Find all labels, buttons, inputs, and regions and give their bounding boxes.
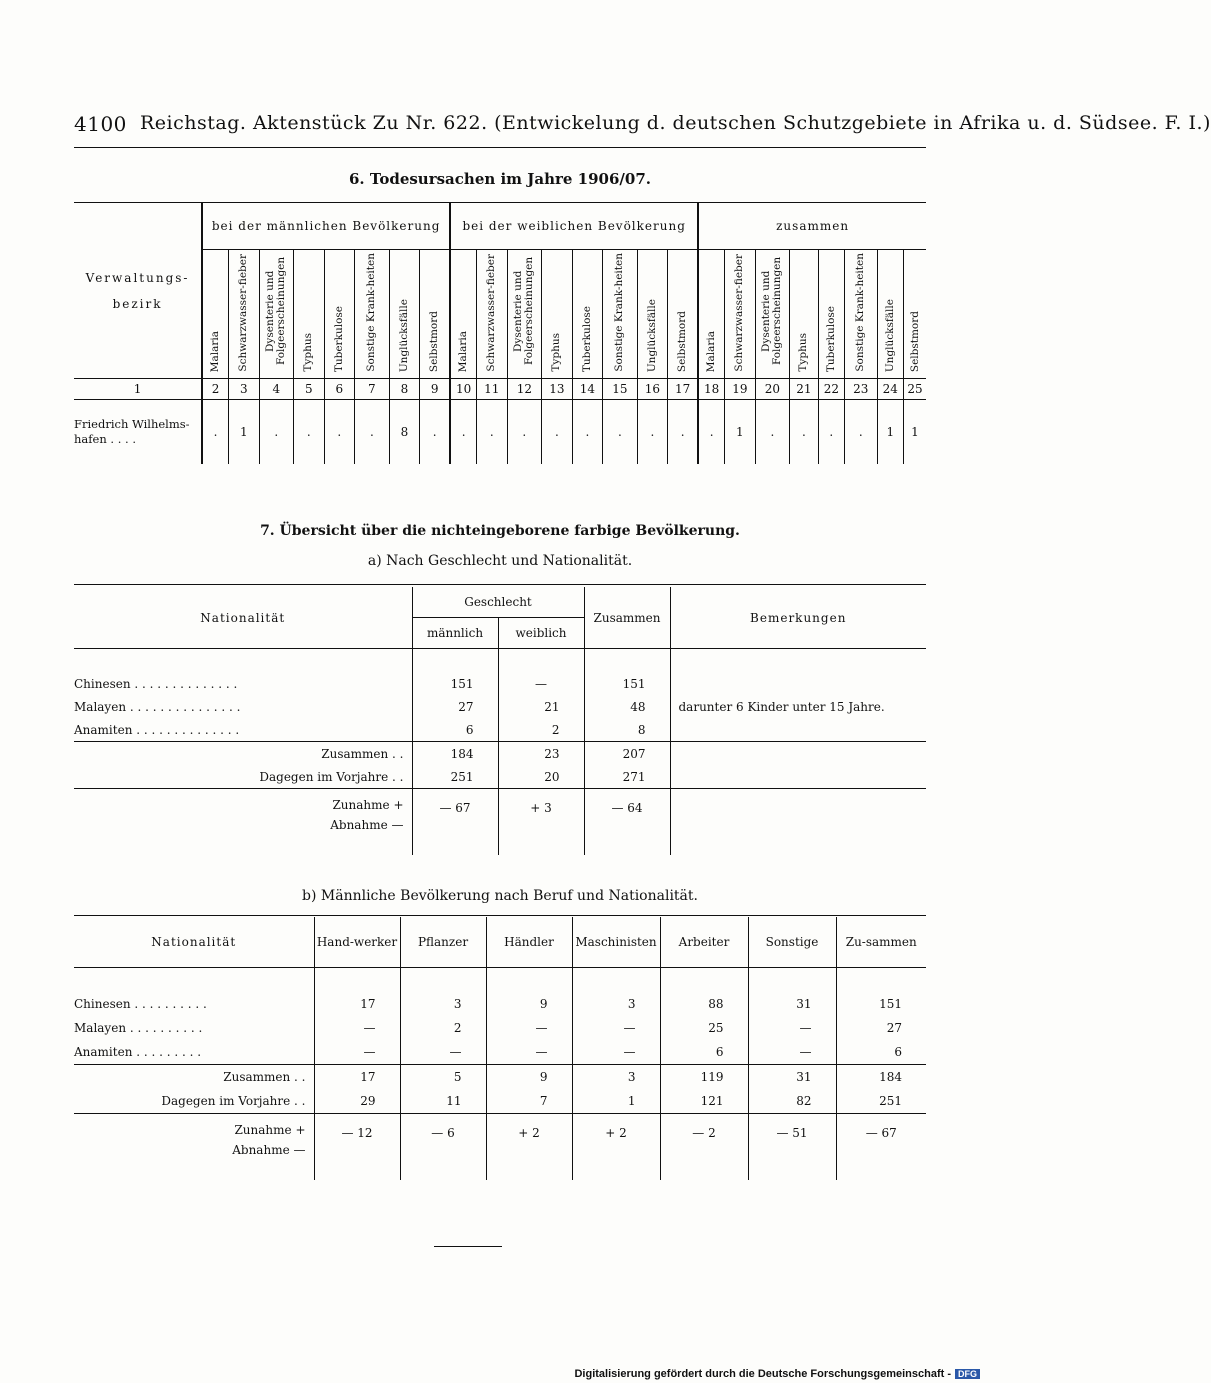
col-header: Unglücksfälle (877, 250, 903, 379)
column-number: 18 (698, 379, 724, 400)
col-header: Schwarzwasser-fieber (725, 250, 756, 379)
table-cell: 9 (486, 1065, 572, 1090)
table-cell: — 2 (660, 1114, 748, 1181)
table-cell: 11 (400, 1089, 486, 1114)
table-cell: 184 (836, 1065, 926, 1090)
table-cell: 6 (660, 1040, 748, 1065)
column-number: 19 (725, 379, 756, 400)
table-cell: 9 (486, 992, 572, 1016)
table-cell: 29 (314, 1089, 400, 1114)
table-cell: . (324, 400, 355, 465)
remark-cell: darunter 6 Kinder unter 15 Jahre. (670, 695, 926, 718)
table-cell: . (698, 400, 724, 465)
female-header: weiblich (498, 618, 584, 649)
table-cell: 7 (486, 1089, 572, 1114)
column-number: 12 (507, 379, 542, 400)
table-cell: 3 (400, 992, 486, 1016)
col-header: Tuberkulose (818, 250, 844, 379)
table-cell: — 67 (836, 1114, 926, 1181)
table-cell: — (314, 1016, 400, 1040)
table-rule (74, 584, 926, 585)
table-cell: — 51 (748, 1114, 836, 1181)
col-header: Arbeiter (660, 917, 748, 968)
digitization-footer: Digitalisierung gefördert durch die Deutsche Forschungsgemeinschaft - DFG (574, 1368, 980, 1380)
table-cell: . (450, 400, 476, 465)
table-cell: . (572, 400, 603, 465)
col-header: Maschinisten (572, 917, 660, 968)
table-cell: 121 (660, 1089, 748, 1114)
table-cell: — (400, 1040, 486, 1065)
section7a-subtitle: a) Nach Geschlecht und Nationalität. (367, 553, 633, 569)
group-female: bei der weiblichen Bevölkerung (450, 203, 698, 250)
col-header: Pflanzer (400, 917, 486, 968)
table-cell: . (818, 400, 844, 465)
table-cell: 1 (877, 400, 903, 465)
table-cell: — 6 (400, 1114, 486, 1181)
table-cell: 2 (400, 1016, 486, 1040)
col-header: Händler (486, 917, 572, 968)
col-header: Unglücksfälle (637, 250, 668, 379)
col-header: Selbstmord (904, 250, 927, 379)
table-cell: — (748, 1040, 836, 1065)
district-header: Verwaltungs-bezirk (74, 203, 202, 379)
column-number: 9 (420, 379, 451, 400)
page-number: 4100 (74, 112, 127, 136)
table-cell: . (259, 400, 294, 465)
column-number: 6 (324, 379, 355, 400)
group-male: bei der männlichen Bevölkerung (202, 203, 450, 250)
table-cell: 1 (725, 400, 756, 465)
col-header: Malaria (698, 250, 724, 379)
column-number: 3 (229, 379, 260, 400)
column-number: 11 (477, 379, 508, 400)
table-cell: . (755, 400, 790, 465)
change-row: Zunahme + Abnahme — — 12 — 6 + 2 + 2 — 2 — 51 — 67 (74, 1114, 926, 1181)
column-number: 17 (668, 379, 699, 400)
sex-header: Geschlecht (412, 587, 584, 618)
section7-title: 7. Übersicht über die nichteingeborene farbige Bevölkerung. (260, 523, 740, 539)
col-header: Tuberkulose (572, 250, 603, 379)
table-cell: 1 (572, 1089, 660, 1114)
summary-row: Dagegen im Vorjahre . . 29 11 7 1 121 82 251 (74, 1089, 926, 1114)
table-cell: — (486, 1040, 572, 1065)
table-cell: — 12 (314, 1114, 400, 1181)
table-cell: . (355, 400, 390, 465)
col-header: Sonstige Krank-heiten (845, 250, 878, 379)
column-number: 5 (294, 379, 325, 400)
table-cell: . (790, 400, 818, 465)
table-row: Anamiten . . . . . . . . . . . . . . 6 2 8 (74, 718, 926, 742)
table-cell: . (668, 400, 699, 465)
col-header: Sonstige Krank-heiten (355, 250, 390, 379)
table-rule (74, 915, 926, 916)
table-cell: . (603, 400, 638, 465)
summary-row: Zusammen . . 184 23 207 (74, 742, 926, 766)
table-cell: 251 (836, 1089, 926, 1114)
col-header: Tuberkulose (324, 250, 355, 379)
table-cell: 3 (572, 992, 660, 1016)
nationality-sex-table (74, 587, 926, 855)
nationality-header: Nationalität (74, 587, 412, 649)
table-cell: + 2 (486, 1114, 572, 1181)
column-number: 16 (637, 379, 668, 400)
col-header: Selbstmord (668, 250, 699, 379)
table-row: Malayen . . . . . . . . . . — 2 — — 25 — 27 (74, 1016, 926, 1040)
table-cell: 82 (748, 1089, 836, 1114)
header-row (74, 917, 926, 968)
table-cell: 1 (229, 400, 260, 465)
column-number: 25 (904, 379, 927, 400)
table-cell: 119 (660, 1065, 748, 1090)
col-header: Selbstmord (420, 250, 451, 379)
column-number: 13 (542, 379, 573, 400)
remarks-header: Bemerkungen (670, 587, 926, 649)
table-row (74, 400, 926, 465)
table-cell: 1 (904, 400, 927, 465)
column-number: 22 (818, 379, 844, 400)
table-cell: 31 (748, 1065, 836, 1090)
table-cell: . (202, 400, 228, 465)
column-number: 24 (877, 379, 903, 400)
col-header: Typhus (542, 250, 573, 379)
col-header: Malaria (202, 250, 228, 379)
table-cell: — (314, 1040, 400, 1065)
table-row: Chinesen . . . . . . . . . . 17 3 9 3 88 31 151 (74, 992, 926, 1016)
column-number: 15 (603, 379, 638, 400)
death-causes-table (74, 202, 926, 464)
male-header: männlich (412, 618, 498, 649)
col-header: Typhus (294, 250, 325, 379)
column-number: 4 (259, 379, 294, 400)
district-label: Friedrich Wilhelms-hafen . . . . (74, 417, 190, 446)
col-header: Schwarzwasser-fieber (229, 250, 260, 379)
table-cell: . (507, 400, 542, 465)
table-cell: 3 (572, 1065, 660, 1090)
col-header: Sonstige Krank-heiten (603, 250, 638, 379)
table-cell: 27 (836, 1016, 926, 1040)
col-header: Dysenterie und Folgeerscheinungen (507, 250, 542, 379)
column-number: 1 (74, 379, 202, 400)
dfg-logo: DFG (955, 1369, 980, 1379)
col-header: Typhus (790, 250, 818, 379)
column-number: 10 (450, 379, 476, 400)
table-cell: — (748, 1016, 836, 1040)
table-cell: 25 (660, 1016, 748, 1040)
table-cell: . (294, 400, 325, 465)
section7b-subtitle: b) Männliche Bevölkerung nach Beruf und Nationalität. (302, 888, 698, 904)
table-cell: . (845, 400, 878, 465)
occupation-table (74, 917, 926, 1180)
column-number: 8 (389, 379, 420, 400)
table-cell: . (420, 400, 451, 465)
table-cell: 17 (314, 992, 400, 1016)
table-cell: . (542, 400, 573, 465)
change-row: Zunahme + Abnahme — — 67 + 3 — 64 (74, 789, 926, 856)
col-header: Malaria (450, 250, 476, 379)
col-header: Hand-werker (314, 917, 400, 968)
table-cell: 5 (400, 1065, 486, 1090)
table-row: Malayen . . . . . . . . . . . . . . . 27 21 48 darunter 6 Kinder unter 15 Jahre. (74, 695, 926, 718)
group-total: zusammen (698, 203, 926, 250)
col-header: Sonstige (748, 917, 836, 968)
column-number: 20 (755, 379, 790, 400)
table-cell: 88 (660, 992, 748, 1016)
col-header: Schwarzwasser-fieber (477, 250, 508, 379)
table-cell: 31 (748, 992, 836, 1016)
column-number: 14 (572, 379, 603, 400)
table-cell: — (572, 1016, 660, 1040)
table-cell: 151 (836, 992, 926, 1016)
table-cell: — (486, 1016, 572, 1040)
col-header: Dysenterie und Folgeerscheinungen (755, 250, 790, 379)
col-header: Zu-sammen (836, 917, 926, 968)
col-header: Unglücksfälle (389, 250, 420, 379)
col-header: Dysenterie und Folgeerscheinungen (259, 250, 294, 379)
column-number: 23 (845, 379, 878, 400)
summary-row: Dagegen im Vorjahre . . 251 20 271 (74, 765, 926, 789)
running-title: Reichstag. Aktenstück Zu Nr. 622. (Entwickelung d. deutschen Schutzgebiete in Afrika u. d. Südsee. F. I.) (140, 112, 1211, 134)
column-number: 2 (202, 379, 228, 400)
section6-title: 6. Todesursachen im Jahre 1906/07. (349, 170, 651, 188)
table-cell: 6 (836, 1040, 926, 1065)
table-cell: 8 (389, 400, 420, 465)
table-row: Anamiten . . . . . . . . . — — — — 6 — 6 (74, 1040, 926, 1065)
column-number-row (74, 379, 926, 400)
header-rule (74, 147, 926, 148)
table-cell: 17 (314, 1065, 400, 1090)
table-cell: — (572, 1040, 660, 1065)
page-header (74, 112, 1211, 146)
table-cell: . (477, 400, 508, 465)
col-header: Nationalität (74, 917, 314, 968)
column-number: 21 (790, 379, 818, 400)
end-rule (434, 1246, 502, 1247)
column-number: 7 (355, 379, 390, 400)
table-cell: . (637, 400, 668, 465)
total-header: Zusammen (584, 587, 670, 649)
summary-row: Zusammen . . 17 5 9 3 119 31 184 (74, 1065, 926, 1090)
table-cell: + 2 (572, 1114, 660, 1181)
table-row: Chinesen . . . . . . . . . . . . . . 151 — 151 (74, 672, 926, 695)
